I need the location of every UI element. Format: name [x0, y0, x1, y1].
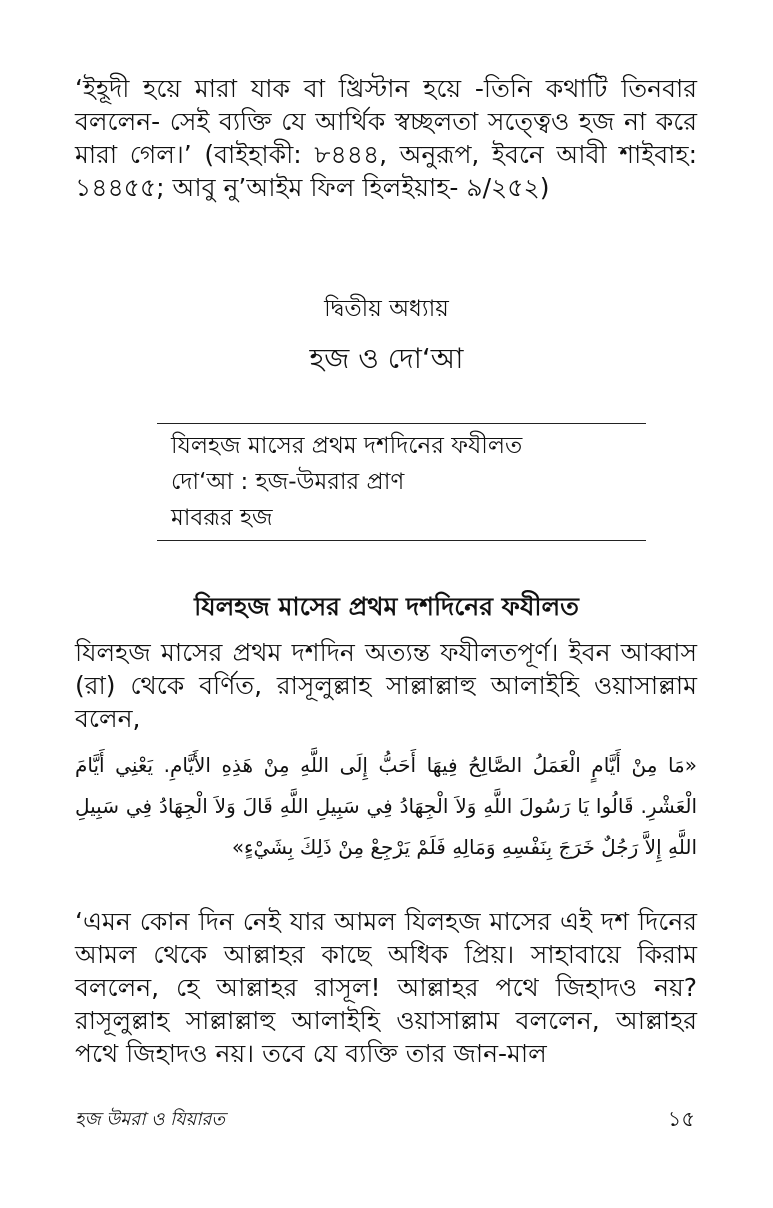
translation-paragraph: ‘এমন কোন দিন নেই যার আমল যিলহজ মাসের এই দশ দিনের আমল থেকে আল্লাহর কাছে অধিক প্রিয়। সাহাবায়ে কিরাম বললেন, হে আল্লাহর রাসূল! আল্লাহর পথে জিহাদও নয়? রাসূলুল্লাহ সাল্লাল্লাহু আলাইহি ওয়াসাল্লাম বললেন, আল্লাহর পথে জিহাদও নয়। তবে যে ব্যক্তি তার জান-মাল: [75, 907, 697, 1068]
footer-book-title: হজ উমরা ও যিয়ারত: [75, 1109, 225, 1130]
chapter-title: হজ ও দো‘আ: [309, 342, 464, 375]
toc-item-dua: দো‘আ : হজ-উমরার প্রাণ: [171, 469, 405, 495]
chapter-contents-box: [157, 423, 646, 541]
section-heading: যিলহজ মাসের প্রথম দশদিনের ফযীলত: [194, 592, 579, 621]
top-paragraph: ‘ইহূদী হয়ে মারা যাক বা খ্রিস্টান হয়ে -তিনি কথাটি তিনবার বললেন- সেই ব্যক্তি যে আর্থিক স্বচ্ছলতা সত্ত্বেও হজ না করে মারা গেল।’ (বাইহাকী: ৮৪৪৪, অনুরূপ, ইবনে আবী শাইবাহ: ১৪৪৫৫; আবু নু’আইম ফিল হিলইয়াহ- ৯/২৫২): [75, 74, 697, 202]
toc-item-fazilat: যিলহজ মাসের প্রথম দশদিনের ফযীলত: [171, 433, 523, 459]
chapter-label: দ্বিতীয় অধ্যায়: [324, 296, 449, 322]
page-number: ১৫: [667, 1107, 695, 1131]
toc-item-mabrur-hajj: মাবরূর হজ: [171, 505, 273, 531]
intro-paragraph: যিলহজ মাসের প্রথম দশদিন অত্যন্ত ফযীলতপূর্ণ। ইবন আব্বাস (রা) থেকে বর্ণিত, রাসূলুল্লাহ সাল্লাল্লাহু আলাইহি ওয়াসাল্লাম বলেন,: [75, 638, 697, 733]
arabic-hadith-text: «مَا مِنْ أَيَّامٍ الْعَمَلُ الصَّالِحُ فِيهَا أَحَبُّ إِلَى اللَّهِ مِنْ هَذِهِ الأَيَّامِ. يَعْنِي أَيَّامَ الْعَشْرِ. قَالُوا يَا رَسُولَ اللَّهِ وَلاَ الْجِهَادُ فِي سَبِيلِ اللَّهِ قَالَ وَلاَ الْجِهَادُ فِي سَبِيلِ اللَّهِ إِلاَّ رَجُلٌ خَرَجَ بِنَفْسِهِ وَمَالِهِ فَلَمْ يَرْجِعْ مِنْ ذَلِكَ بِشَيْءٍ»: [75, 753, 697, 859]
